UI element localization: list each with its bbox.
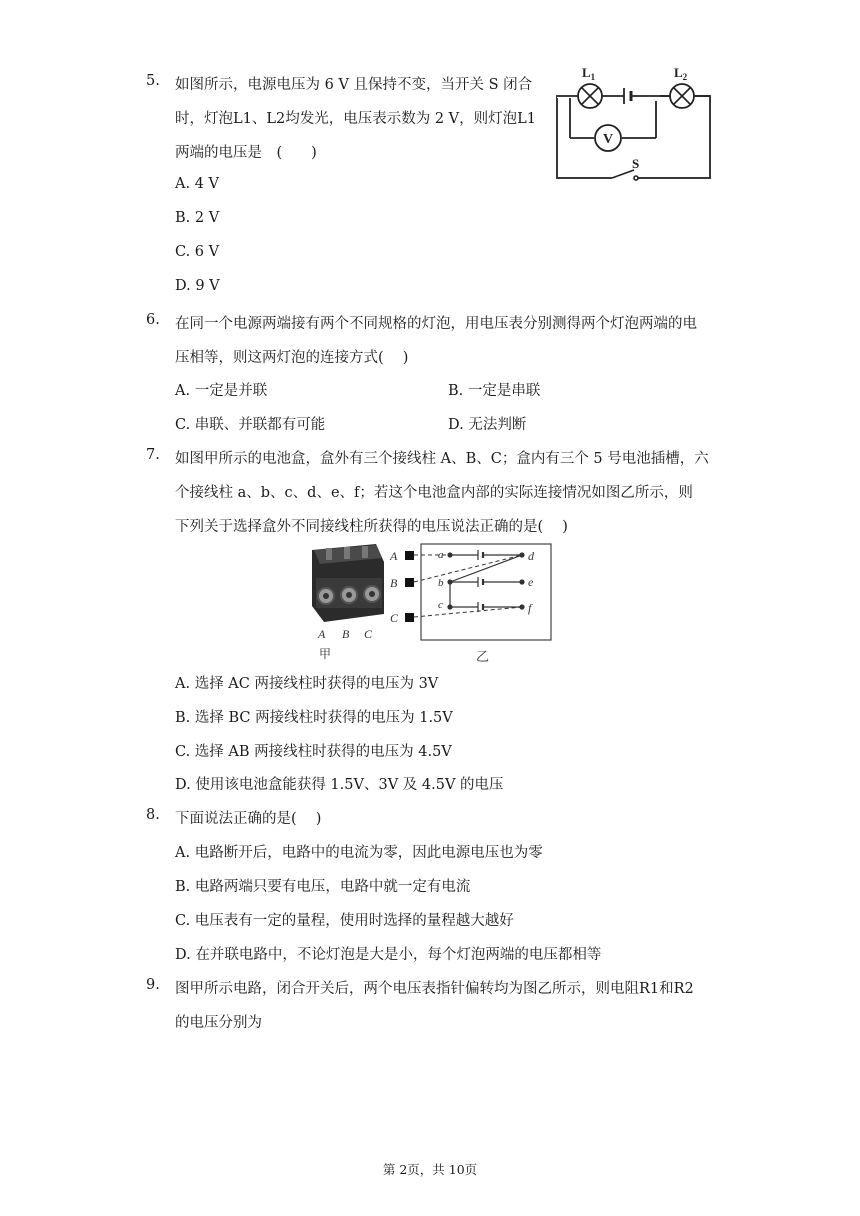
- switch-label: S: [632, 156, 640, 171]
- q5-line-2: 时，灯泡L1、L2均发光，电压表示数为 2 V，则灯泡L1: [175, 111, 536, 127]
- terminal-a-icon: [405, 551, 414, 560]
- q5-option-b: B. 2 V: [175, 210, 220, 226]
- voltmeter-icon: [595, 125, 621, 151]
- q6-line-1: 在同一个电源两端接有两个不同规格的灯泡，用电压表分别测得两个灯泡两端的电: [175, 316, 697, 332]
- caption-yi: 乙: [476, 649, 490, 664]
- q8-option-a: A. 电路断开后，电路中的电流为零，因此电源电压也为零: [175, 845, 543, 861]
- q8-option-c: C. 电压表有一定的量程，使用时选择的量程越大越好: [175, 913, 514, 929]
- inner-label-e: e: [528, 575, 534, 589]
- q8-option-b: B. 电路两端只要有电压，电路中就一定有电流: [175, 879, 471, 895]
- q9-line-2: 的电压分别为: [175, 1015, 262, 1031]
- q6-option-a: A. 一定是并联: [175, 383, 268, 399]
- q7-option-d: D. 使用该电池盒能获得 1.5V、3V 及 4.5V 的电压: [175, 777, 504, 793]
- q7-option-a: A. 选择 AC 两接线柱时获得的电压为 3V: [175, 676, 439, 692]
- terminal-label-b: B: [390, 576, 398, 590]
- q7-line-3: 下列关于选择盒外不同接线柱所获得的电压说法正确的是( ): [175, 519, 568, 535]
- q7-option-c: C. 选择 AB 两接线柱时获得的电压为 4.5V: [175, 744, 452, 760]
- q5-option-d: D. 9 V: [175, 278, 220, 294]
- switch-icon: [612, 170, 638, 182]
- q5-circuit-diagram: [552, 62, 714, 184]
- q5-line-3: 两端的电压是 ( ): [175, 145, 317, 161]
- q7-battery-box-figure: [304, 540, 556, 664]
- q5-line-1: 如图所示，电源电压为 6 V 且保持不变，当开关 S 闭合: [175, 77, 533, 93]
- q7-line-1: 如图甲所示的电池盒，盒外有三个接线柱 A、B、C；盒内有三个 5 号电池插槽，六: [175, 451, 709, 467]
- lamp-l1-icon: [578, 84, 602, 108]
- photo-label-a: A: [318, 627, 326, 641]
- inner-label-b: b: [438, 577, 444, 589]
- q5-option-c: C. 6 V: [175, 244, 220, 260]
- q9-number: 9.: [146, 977, 160, 993]
- q5-number: 5.: [146, 73, 160, 89]
- q5-option-a: A. 4 V: [175, 176, 219, 192]
- inner-label-f: f: [528, 601, 532, 615]
- terminal-label-c: C: [390, 611, 399, 625]
- q8-number: 8.: [146, 807, 160, 823]
- q7-number: 7.: [146, 447, 160, 463]
- terminal-label-a: A: [390, 549, 398, 563]
- lamp-l2-icon: [670, 84, 694, 108]
- q6-line-2: 压相等，则这两灯泡的连接方式( ): [175, 350, 409, 366]
- q7-option-b: B. 选择 BC 两接线柱时获得的电压为 1.5V: [175, 710, 453, 726]
- inner-label-a: a: [438, 549, 444, 561]
- page-footer: 第 2页，共 10页: [382, 1162, 478, 1177]
- q8-line-1: 下面说法正确的是( ): [175, 811, 322, 827]
- photo-label-c: C: [364, 627, 373, 641]
- voltmeter-label: V: [602, 132, 614, 147]
- terminal-b-icon: [405, 578, 414, 587]
- lamp-l2-label: $L_2$: [674, 65, 688, 82]
- q6-number: 6.: [146, 312, 160, 328]
- q8-option-d: D. 在并联电路中，不论灯泡是大是小，每个灯泡两端的电压都相等: [175, 947, 602, 963]
- terminal-c-icon: [405, 613, 414, 622]
- q6-option-b: B. 一定是串联: [448, 383, 541, 399]
- lamp-l1-label: $L_1$: [582, 65, 596, 82]
- q6-option-c: C. 串联、并联都有可能: [175, 417, 326, 433]
- caption-jia: 甲: [319, 647, 332, 661]
- inner-label-d: d: [528, 549, 534, 563]
- q6-option-d: D. 无法判断: [448, 417, 527, 433]
- q7-line-2: 个接线柱 a、b、c、d、e、f；若这个电池盒内部的实际连接情况如图乙所示，则: [175, 485, 693, 501]
- photo-label-b: B: [342, 627, 350, 641]
- q9-line-1: 图甲所示电路，闭合开关后，两个电压表指针偏转均为图乙所示，则电阻R1和R2: [175, 981, 694, 997]
- battery-box-photo: [312, 544, 384, 622]
- inner-label-c: c: [438, 599, 443, 611]
- battery-icon: [602, 88, 672, 104]
